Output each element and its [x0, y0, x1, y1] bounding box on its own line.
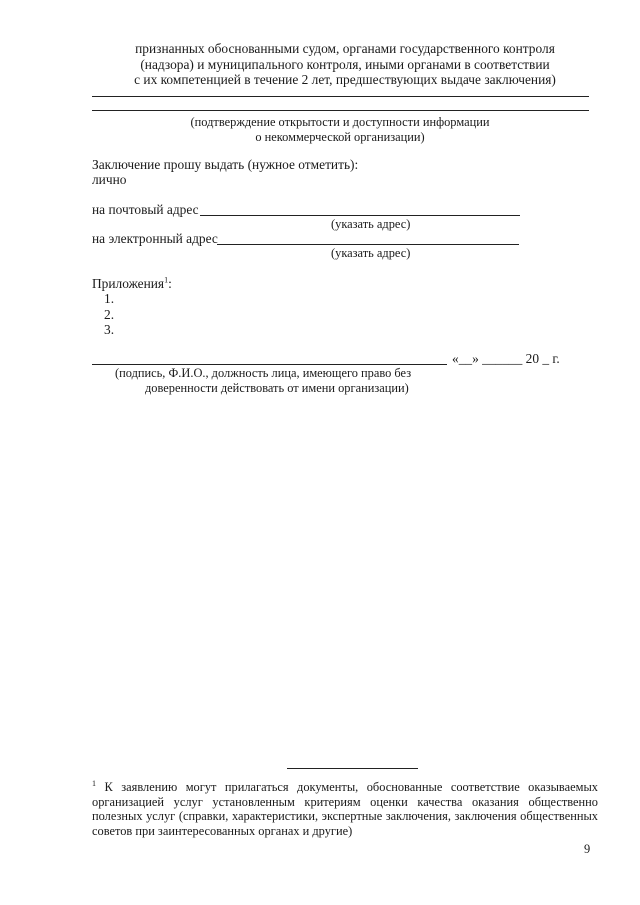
attachments-footnote-mark: 1	[164, 275, 169, 285]
delivery-heading: Заключение прошу выдать (нужное отметить):	[92, 157, 359, 172]
attachments-list	[104, 291, 114, 338]
attachments-colon: :	[168, 276, 172, 291]
attachment-item-3: 3.	[104, 322, 115, 337]
attachment-item-2: 2.	[104, 306, 115, 322]
signature-caption-line-2: доверенности действовать от имени организации)	[145, 381, 409, 395]
confirmation-caption	[90, 115, 590, 144]
attachments-label	[92, 276, 172, 292]
signature-date: «__» ______ 20 _ г.	[452, 351, 560, 366]
blank-line-1	[92, 96, 589, 97]
page-number: 9	[584, 842, 591, 856]
confirmation-caption-line-2: о некоммерческой организации)	[255, 129, 425, 144]
footnote-separator	[287, 768, 418, 769]
signature-caption-line-1: (подпись, Ф.И.О., должность лица, имеющего право без	[115, 366, 412, 380]
confirmation-caption-line-1: (подтверждение открытости и доступности информации	[190, 115, 490, 129]
footnote-mark: 1	[92, 778, 96, 788]
footnote	[92, 780, 598, 838]
postal-address-hint: (указать адрес)	[331, 217, 411, 231]
intro-line-3: с их компетенцией в течение 2 лет, предшествующих выдаче заключения)	[134, 72, 556, 87]
attachment-item-1: 1.	[104, 291, 115, 306]
intro-text	[90, 41, 600, 88]
email-address-label: на электронный адрес	[92, 231, 218, 246]
signature-line	[92, 364, 447, 365]
email-address-line	[217, 244, 519, 245]
intro-line-2: (надзора) и муниципального контроля, иными органами в соответствии	[140, 56, 550, 72]
postal-address-label: на почтовый адрес	[92, 202, 199, 217]
email-address-hint: (указать адрес)	[331, 246, 411, 260]
delivery-in-person: лично	[92, 172, 127, 187]
intro-line-1: признанных обоснованными судом, органами государственного контроля	[135, 41, 555, 56]
footnote-text: К заявлению могут прилагаться документы, обоснованные соответствие оказываемых организацией услуг установленным критериям оценки качества оказания общественно полезных услуг (справки, характеристики, экспертные заключения, заключения общественных советов при заинтересованных органах и другие)	[92, 780, 598, 838]
postal-address-line	[200, 215, 520, 216]
attachments-label-text: Приложения	[92, 276, 165, 291]
blank-line-2	[92, 110, 589, 111]
